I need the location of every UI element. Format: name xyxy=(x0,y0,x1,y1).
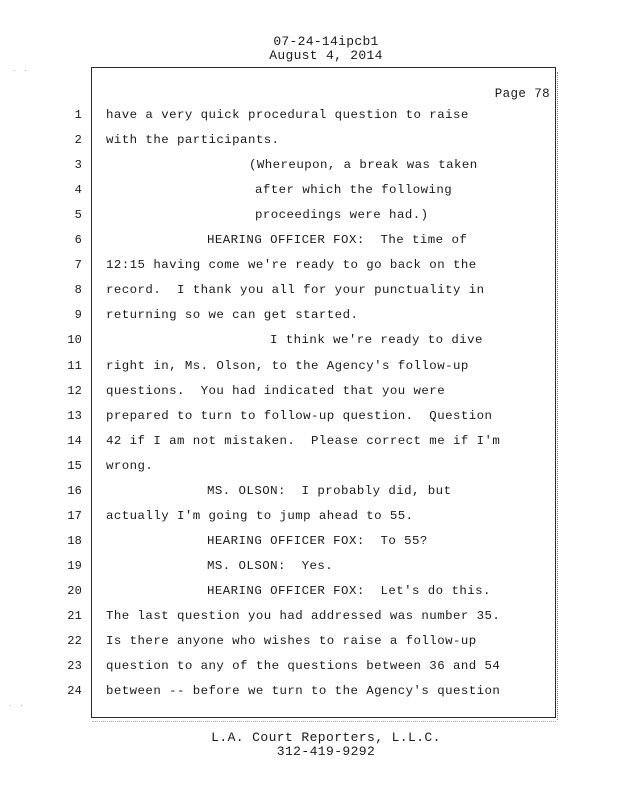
transcript-line: HEARING OFFICER FOX: Let's do this. xyxy=(207,584,491,598)
line-number: 22 xyxy=(67,634,82,648)
line-number: 15 xyxy=(67,459,82,473)
transcript-line: HEARING OFFICER FOX: The time of xyxy=(207,233,468,247)
line-number: 5 xyxy=(74,208,82,222)
line-number: 6 xyxy=(74,233,82,247)
line-number: 24 xyxy=(67,684,82,698)
transcript-line: (Whereupon, a break was taken xyxy=(249,158,478,172)
transcript-line: with the participants. xyxy=(106,133,280,147)
transcript-line: MS. OLSON: Yes. xyxy=(207,559,334,573)
line-number: 2 xyxy=(74,133,82,147)
line-number: 17 xyxy=(67,509,82,523)
line-number: 11 xyxy=(67,359,82,373)
line-number: 9 xyxy=(74,308,82,322)
transcript-line: right in, Ms. Olson, to the Agency's follow-up xyxy=(106,359,469,373)
transcript-line: MS. OLSON: I probably did, but xyxy=(207,484,452,498)
transcript-line: HEARING OFFICER FOX: To 55? xyxy=(207,534,428,548)
transcript-line: questions. You had indicated that you were xyxy=(106,384,446,398)
line-number: 20 xyxy=(67,584,82,598)
line-number: 18 xyxy=(67,534,82,548)
document-id: 07-24-14ipcb1 xyxy=(273,34,379,49)
transcript-line: actually I'm going to jump ahead to 55. xyxy=(106,509,414,523)
transcript-line: proceedings were had.) xyxy=(255,208,429,222)
transcript-line: between -- before we turn to the Agency's question xyxy=(106,684,501,698)
transcript-line: prepared to turn to follow-up question. Question xyxy=(106,409,493,423)
line-number: 14 xyxy=(67,434,82,448)
transcript-line: record. I thank you all for your punctuality in xyxy=(106,283,485,297)
line-number: 21 xyxy=(67,609,82,623)
line-number: 10 xyxy=(67,333,82,347)
scan-speck: ˙ ˙ xyxy=(8,705,25,715)
line-number: 7 xyxy=(74,258,82,272)
line-number: 3 xyxy=(74,158,82,172)
transcript-line: 12:15 having come we're ready to go back on the xyxy=(106,258,477,272)
scan-artifact xyxy=(92,719,556,722)
line-number: 12 xyxy=(67,384,82,398)
transcript-line: wrong. xyxy=(106,459,154,473)
transcript-line: I think we're ready to dive xyxy=(270,333,483,347)
document-date: August 4, 2014 xyxy=(269,48,383,63)
line-number: 8 xyxy=(74,283,82,297)
line-number: 13 xyxy=(67,409,82,423)
scan-speck: ˙ ˙ xyxy=(12,70,29,80)
transcript-line: after which the following xyxy=(255,183,453,197)
line-number: 23 xyxy=(67,659,82,673)
transcript-line: have a very quick procedural question to raise xyxy=(106,108,469,122)
transcript-line: The last question you had addressed was number 35. xyxy=(106,609,501,623)
reporter-phone: 312-419-9292 xyxy=(276,744,376,759)
transcript-line: returning so we can get started. xyxy=(106,308,359,322)
transcript-line: 42 if I am not mistaken. Please correct me if I'm xyxy=(106,434,501,448)
transcript-line: Is there anyone who wishes to raise a follow-up xyxy=(106,634,477,648)
reporter-company: L.A. Court Reporters, L.L.C. xyxy=(211,730,441,745)
page-number: Page 78 xyxy=(494,87,550,101)
transcript-line: question to any of the questions between 36 and 54 xyxy=(106,659,501,673)
line-number: 19 xyxy=(67,559,82,573)
line-number: 16 xyxy=(67,484,82,498)
line-number: 1 xyxy=(74,108,82,122)
line-number: 4 xyxy=(74,183,82,197)
frame-edge xyxy=(555,72,558,720)
